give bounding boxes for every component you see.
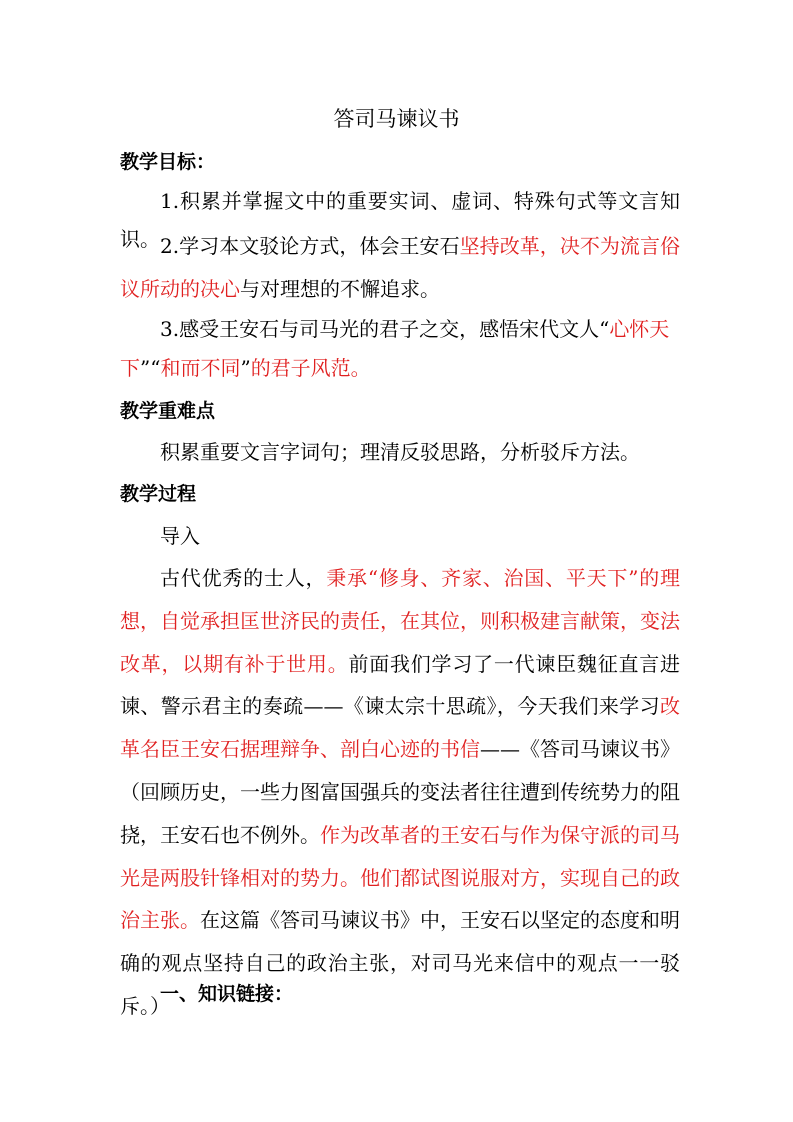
intro-text-1: 古代优秀的士人， — [160, 566, 327, 590]
objective-2-text-c: 与对理想的不懈追求。 — [240, 277, 440, 301]
intro-text-4: 在这篇《答司马谏议书》中，王安石以坚定的态度和明确的观点坚持自己的政治主张，对司马光来信中的观点一一驳斥。） — [120, 908, 680, 1018]
objective-1: 1.积累并掌握文中的重要实词、虚词、特殊句式等文言知识。 — [120, 189, 680, 251]
key-points-heading: 教学重难点 — [120, 400, 216, 422]
objective-3-highlight-c: 和而不同 — [160, 356, 241, 380]
intro-highlight-3: 作为改革者的王安石与作为保守派的司马光是两股针锋相对的势力。他们都试图说服对方，实现自己的政治主张。 — [120, 822, 680, 933]
objective-3-highlight-a: 心怀天 — [609, 317, 670, 341]
section-1-heading: 一、知识链接： — [160, 983, 294, 1005]
objective-3-quote-b: ” — [240, 356, 251, 380]
objective-3-line-1 — [160, 310, 669, 348]
objective-2-text-a: 2.学习本文驳论方式，体会王安石 — [160, 234, 460, 258]
objective-3-highlight-d: 的君子风范。 — [250, 356, 371, 380]
intro-text-3: ——《答司马谏议书》（回顾历史，一些力图富国强兵的变法者往往遭到传统势力的阻挠，王安石也不例外。 — [120, 737, 680, 847]
objective-2-highlight: 坚持改革，决不为流言俗议所动的决心 — [120, 234, 681, 301]
intro-text-2: 前面我们学习了一代谏臣魏征直言进谏、警示君主的奏疏——《谏太宗十思疏》，今天我们来学习 — [120, 651, 681, 719]
objective-3-quote-a: ”“ — [140, 356, 161, 380]
intro-highlight-2: 改革名臣王安石据理辩争、剖白心迹的书信 — [120, 694, 680, 762]
intro-highlight-1: 秉承“修身、齐家、治国、平天下”的理想，自觉承担匡世济民的责任，在其位，则积极建言献策，变法改革，以期有补于世用。 — [120, 566, 681, 676]
intro-label: 导入 — [160, 524, 200, 548]
page-title: 答司马谏议书 — [333, 107, 460, 131]
key-points-text: 积累重要文言字词句；理清反驳思路，分析驳斥方法。 — [160, 440, 640, 464]
objective-3-highlight-b: 下 — [120, 356, 140, 380]
objective-2 — [120, 225, 680, 311]
objective-3-line-2 — [120, 349, 371, 387]
intro-paragraph — [120, 557, 680, 1028]
process-heading: 教学过程 — [120, 483, 197, 505]
objective-3-text-a: 3.感受王安石与司马光的君子之交，感悟宋代文人“ — [160, 317, 610, 341]
objectives-heading: 教学目标： — [120, 151, 216, 173]
